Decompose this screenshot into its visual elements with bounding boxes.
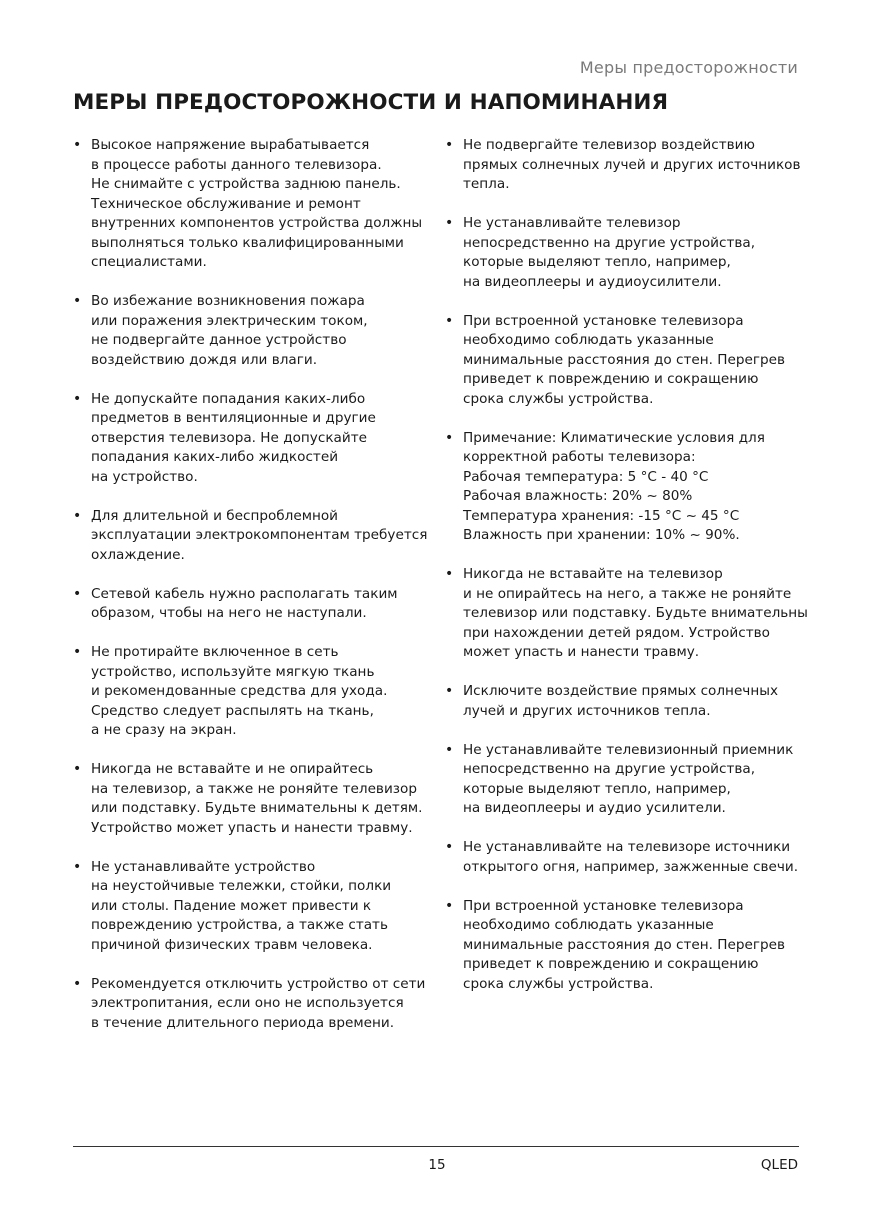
bullet-icon: • (445, 137, 454, 153)
item-text-line: Не протирайте включенное в сеть (91, 644, 339, 660)
item-text-line: срока службы устройства. (463, 975, 654, 992)
item-text-line: или подставку. Будьте внимательны к детям. (91, 800, 423, 816)
item-text-line: срока службы устройства. (463, 390, 654, 407)
item-text-line: Температура хранения: -15 °С ~ 45 °С (463, 507, 740, 524)
item-text-line: Рабочая температура: 5 °С - 40 °С (463, 468, 709, 485)
list-item (445, 429, 805, 546)
item-text-line: Во избежание возникновения пожара (91, 293, 365, 309)
item-text-line: может упасть и нанести травму. (463, 644, 700, 660)
item-text-line: Влажность при хранении: 10% ~ 90%. (463, 527, 740, 543)
bullet-icon: • (445, 215, 454, 231)
item-text-line: а не сразу на экран. (91, 722, 237, 738)
item-text-line: При встроенной установке телевизора (463, 312, 744, 329)
item-text-line: приведет к повреждению и сокращению (463, 371, 759, 387)
item-text-line: Высокое напряжение вырабатывается (91, 137, 370, 153)
list-item (445, 838, 805, 877)
list-item (73, 858, 429, 956)
footer-brand: QLED (760, 1157, 798, 1173)
item-text-line: попадания каких-либо жидкостей (91, 449, 339, 465)
item-text-line: Устройство может упасть и нанести травму. (91, 819, 413, 836)
item-text-line: на устройство. (91, 468, 198, 485)
item-text-line: Примечание: Климатические условия для (463, 429, 765, 446)
item-text-line: на неустойчивые тележки, стойки, полки (91, 878, 392, 894)
bullet-icon: • (73, 975, 82, 992)
item-text-line: которые выделяют тепло, например, (463, 780, 731, 797)
page-number: 15 (428, 1157, 446, 1173)
item-text-line: повреждению устройства, а также стать (91, 917, 388, 933)
item-text-line: Средство следует распылять на ткань, (91, 702, 374, 719)
list-item (73, 585, 429, 624)
bullet-icon: • (73, 858, 82, 875)
item-text-line: непосредственно на другие устройства, (463, 234, 756, 251)
item-text-line: приведет к повреждению и сокращению (463, 956, 759, 972)
bullet-icon: • (445, 839, 454, 855)
item-text-line: на видеоплееры и аудио усилители. (463, 800, 726, 816)
bullet-icon: • (73, 293, 82, 309)
item-text-line: Никогда не вставайте и не опирайтесь (91, 761, 374, 777)
item-text-line: воздействию дождя или влаги. (91, 351, 318, 368)
item-text-line: на видеоплееры и аудиоусилители. (463, 273, 722, 290)
bullet-icon: • (73, 585, 82, 602)
page-title: МЕРЫ ПРЕДОСТОРОЖНОСТИ И НАПОМИНАНИЯ (73, 90, 669, 115)
item-text-line: тепла. (463, 176, 510, 192)
item-text-line: Не подвергайте телевизор воздействию (463, 137, 755, 153)
bullet-icon: • (445, 566, 454, 582)
item-text-line: минимальные расстояния до стен. Перегрев (463, 936, 785, 953)
item-text-line: Никогда не вставайте на телевизор (463, 566, 723, 582)
item-text-line: электропитания, если оно не используется (91, 995, 404, 1011)
item-text-line: отверстия телевизора. Не допускайте (91, 429, 367, 446)
item-text-line: корректной работы телевизора: (463, 449, 696, 465)
item-text-line: непосредственно на другие устройства, (463, 761, 756, 777)
bullet-icon: • (445, 312, 454, 329)
list-item (73, 643, 429, 741)
list-item (73, 507, 429, 566)
item-text-line: При встроенной установке телевизора (463, 897, 744, 914)
item-text-line: или поражения электрическим током, (91, 312, 368, 329)
item-text-line: на телевизор, а также не роняйте телевизор (91, 780, 417, 797)
item-text-line: Не устанавливайте телевизионный приемник (463, 741, 794, 758)
item-text-line: минимальные расстояния до стен. Перегрев (463, 351, 785, 368)
item-text-line: которые выделяют тепло, например, (463, 254, 731, 270)
right-column (445, 136, 808, 1014)
item-text-line: эксплуатации электрокомпонентам требуется (91, 527, 428, 543)
bullet-icon: • (73, 137, 82, 153)
item-text-line: и не опирайтесь на него, а также не роняйте (463, 585, 792, 602)
list-item (73, 136, 429, 273)
item-text-line: Не устанавливайте устройство (91, 858, 316, 875)
list-item (73, 760, 429, 838)
item-text-line: Исключите воздействие прямых солнечных (463, 683, 779, 699)
item-text-line: не подвергайте данное устройство (91, 332, 347, 348)
item-text-line: выполняться только квалифицированными (91, 234, 404, 251)
item-text-line: в процессе работы данного телевизора. (91, 156, 382, 173)
item-text-line: и рекомендованные средства для ухода. (91, 683, 388, 699)
bullet-icon: • (445, 741, 454, 758)
item-text-line: при нахождении детей рядом. Устройство (463, 624, 770, 641)
list-item (445, 682, 805, 721)
bullet-icon: • (73, 390, 82, 407)
list-item (445, 741, 805, 819)
list-item (445, 312, 805, 410)
item-text-line: внутренних компонентов устройства должны (91, 215, 423, 231)
item-text-line: Техническое обслуживание и ремонт (91, 195, 361, 212)
bullet-icon: • (73, 761, 82, 777)
bullet-icon: • (73, 644, 82, 660)
item-text-line: Не снимайте с устройства заднюю панель. (91, 176, 401, 192)
item-text-line: Не допускайте попадания каких-либо (91, 390, 366, 407)
item-text-line: Рабочая влажность: 20% ~ 80% (463, 488, 693, 504)
list-item (445, 136, 805, 195)
item-text-line: образом, чтобы на него не наступали. (91, 605, 367, 621)
item-text-line: необходимо соблюдать указанные (463, 917, 714, 933)
item-text-line: Не устанавливайте телевизор (463, 215, 681, 231)
item-text-line: устройство, используйте мягкую ткань (91, 663, 375, 680)
item-text-line: Рекомендуется отключить устройство от сети (91, 975, 426, 992)
list-item (445, 214, 805, 292)
bullet-icon: • (445, 429, 454, 446)
item-text-line: необходимо соблюдать указанные (463, 332, 714, 348)
list-item (73, 390, 429, 488)
item-text-line: специалистами. (91, 254, 207, 270)
item-text-line: открытого огня, например, зажженные свечи. (463, 858, 799, 875)
footer-divider (73, 1146, 799, 1147)
item-text-line: в течение длительного периода времени. (91, 1014, 395, 1031)
item-text-line: охлаждение. (91, 546, 185, 563)
item-text-line: телевизор или подставку. Будьте внимательны (463, 605, 808, 621)
item-text-line: Сетевой кабель нужно располагать таким (91, 585, 398, 602)
bullet-icon: • (445, 897, 454, 914)
item-text-line: прямых солнечных лучей и других источников (463, 156, 801, 173)
item-text-line: причиной физических травм человека. (91, 936, 373, 953)
left-column (73, 136, 429, 1053)
list-item (445, 565, 808, 663)
item-text-line: или столы. Падение может привести к (91, 897, 372, 914)
bullet-icon: • (73, 507, 82, 524)
list-item (73, 292, 429, 370)
bullet-icon: • (445, 683, 454, 699)
list-item (445, 897, 805, 995)
item-text-line: предметов в вентиляционные и другие (91, 410, 376, 426)
list-item (73, 975, 429, 1034)
item-text-line: лучей и других источников тепла. (463, 702, 711, 719)
page-header-section: Меры предосторожности (579, 58, 798, 77)
item-text-line: Для длительной и беспроблемной (91, 507, 339, 524)
item-text-line: Не устанавливайте на телевизоре источники (463, 839, 791, 855)
